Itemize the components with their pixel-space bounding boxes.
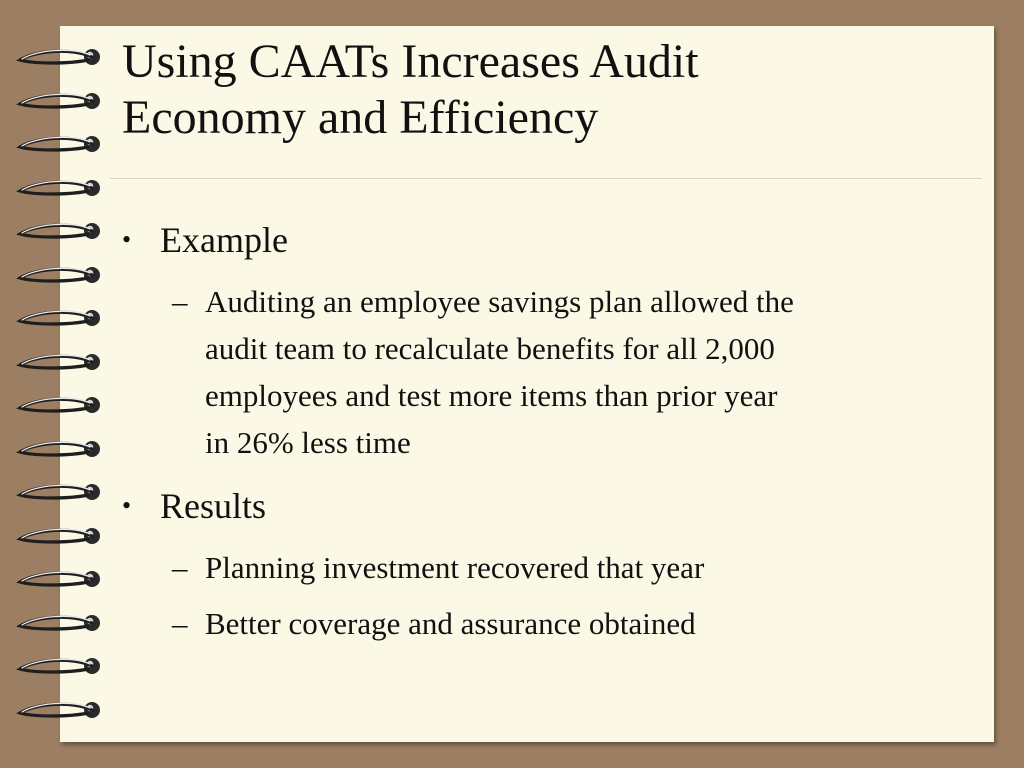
subitem-line: employees and test more items than prior year	[205, 378, 778, 413]
subitem-line: Auditing an employee savings plan allowed the	[205, 284, 794, 319]
spiral-ring-icon	[14, 88, 106, 114]
spiral-ring-icon	[14, 131, 106, 157]
spiral-ring-icon	[14, 218, 106, 244]
title-divider	[110, 178, 982, 179]
spiral-ring-icon	[14, 349, 106, 375]
spiral-ring-icon	[14, 392, 106, 418]
subitem-line: audit team to recalculate benefits for all 2,000	[205, 331, 775, 366]
subitem-line: Better coverage and assurance obtained	[205, 606, 696, 641]
subitem-line: Planning investment recovered that year	[205, 550, 705, 585]
spiral-ring-icon	[14, 44, 106, 70]
spiral-ring-icon	[14, 697, 106, 723]
slide-title	[122, 34, 982, 146]
spiral-ring-icon	[14, 566, 106, 592]
spiral-ring-icon	[14, 523, 106, 549]
dash-icon: –	[172, 606, 188, 641]
spiral-ring-icon	[14, 610, 106, 636]
spiral-ring-icon	[14, 175, 106, 201]
spiral-ring-icon	[14, 653, 106, 679]
subitem-text	[205, 544, 975, 591]
subitem-line: in 26% less time	[205, 425, 411, 460]
title-line-1: Using CAATs Increases Audit	[122, 35, 699, 88]
title-line-2: Economy and Efficiency	[122, 91, 599, 144]
subitem-text	[205, 278, 975, 466]
bullet-label: Results	[160, 486, 267, 526]
bullet-dot-icon: •	[122, 225, 132, 254]
bullet-label: Example	[160, 220, 288, 260]
spiral-ring-icon	[14, 305, 106, 331]
spiral-ring-icon	[14, 479, 106, 505]
dash-icon: –	[172, 550, 188, 585]
spiral-ring-icon	[14, 262, 106, 288]
spiral-ring-icon	[14, 436, 106, 462]
dash-icon: –	[172, 284, 188, 319]
bullet-dot-icon: •	[122, 491, 132, 520]
subitem-text	[205, 600, 975, 647]
